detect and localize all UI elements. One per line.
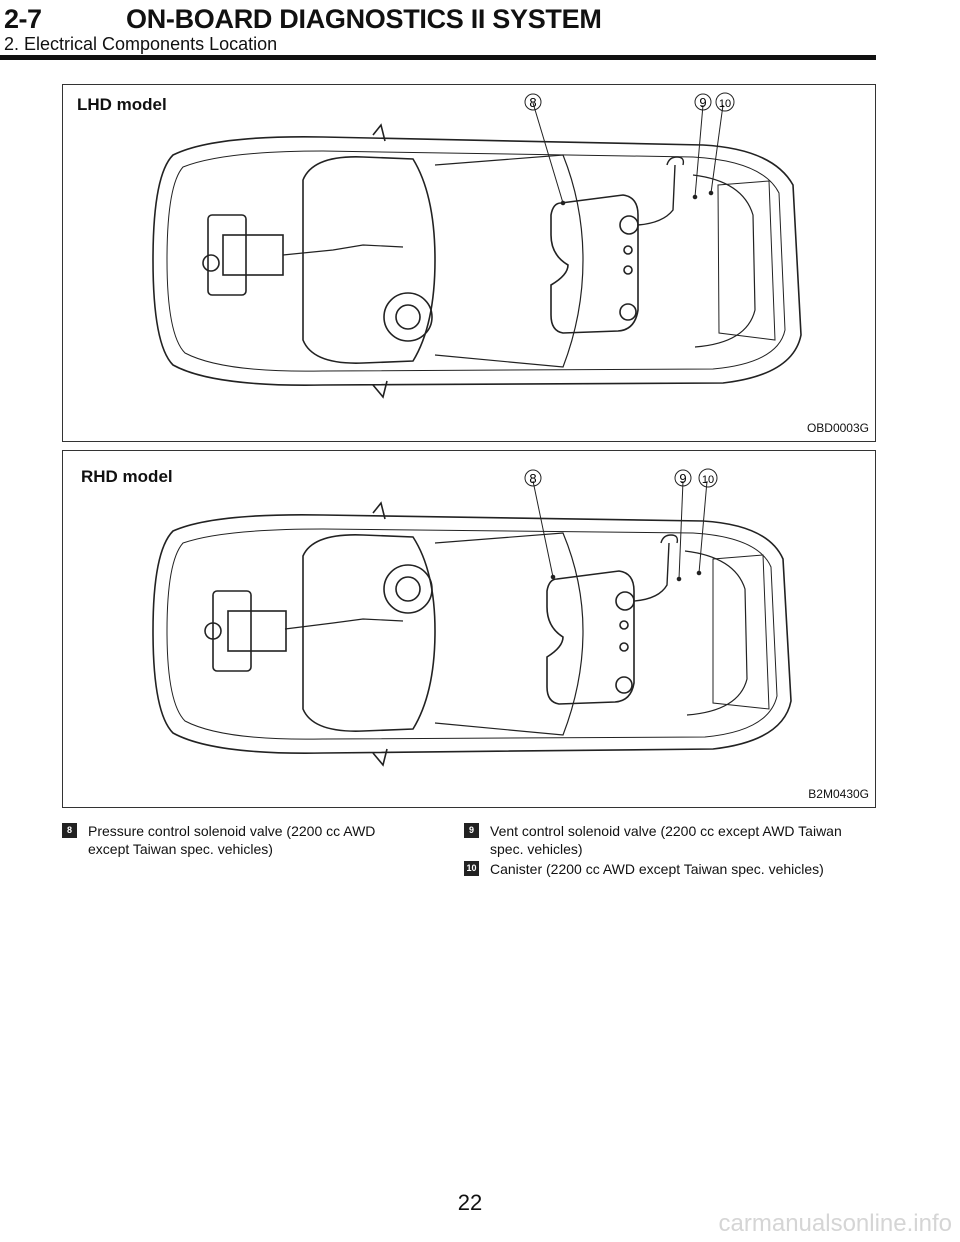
car-diagram-rhd (63, 451, 877, 809)
section-number: 2-7 (4, 4, 42, 34)
legend-text: Canister (2200 cc AWD except Taiwan spec. vehicles) (490, 861, 824, 877)
page-subtitle: 2. Electrical Components Location (4, 34, 278, 54)
figure-lhd (62, 84, 876, 442)
figure-code-lhd: OBD0003G (806, 421, 869, 435)
callout-8: 8 (529, 471, 537, 486)
model-label-rhd: RHD model (81, 467, 173, 486)
legend-right (464, 822, 876, 880)
callout-10: 10 (701, 474, 715, 486)
callout-9: 9 (679, 471, 687, 486)
legend-number-badge: 8 (62, 823, 77, 838)
car-diagram-lhd (63, 85, 877, 443)
callout-9: 9 (699, 95, 707, 110)
legend-text: Vent control solenoid valve (2200 cc except AWD Taiwan spec. vehicles) (490, 823, 842, 857)
header-rule (0, 55, 876, 60)
callout-10: 10 (718, 98, 732, 110)
model-label-lhd: LHD model (77, 95, 167, 114)
page-number: 22 (457, 1190, 483, 1215)
legend-number-badge: 10 (464, 861, 479, 876)
legend-text: Pressure control solenoid valve (2200 cc AWD except Taiwan spec. vehicles) (88, 823, 376, 857)
callout-8: 8 (529, 95, 537, 110)
figure-rhd (62, 450, 876, 808)
legend-item (464, 822, 876, 858)
legend-item (464, 860, 876, 878)
legend-left (62, 822, 402, 860)
page-title: ON-BOARD DIAGNOSTICS II SYSTEM (126, 4, 602, 34)
legend-number-badge: 9 (464, 823, 479, 838)
watermark: carmanualsonline.info (718, 1210, 952, 1237)
legend-item (62, 822, 402, 858)
figure-code-rhd: B2M0430G (808, 787, 869, 801)
